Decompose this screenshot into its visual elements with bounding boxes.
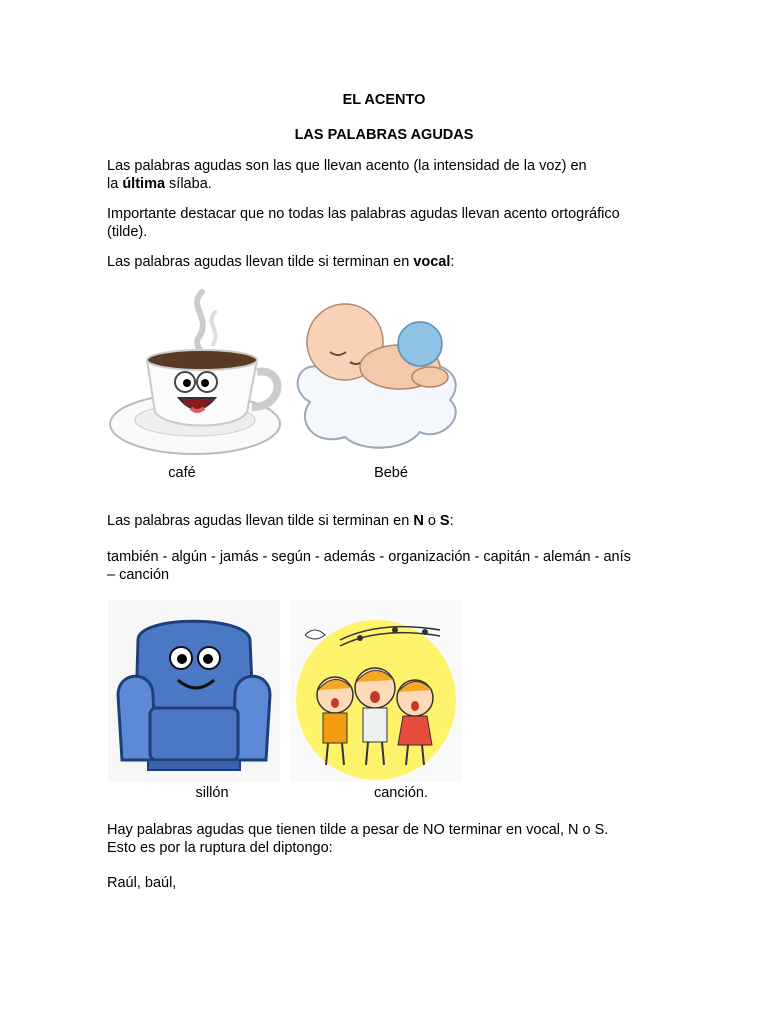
coffee-cup-image — [107, 282, 285, 462]
text: Las palabras agudas llevan tilde si terminan en — [107, 513, 414, 529]
paragraph-2-line-1: Importante destacar que no todas las palabras agudas llevan acento ortográfico — [107, 206, 620, 222]
paragraph-3 — [107, 253, 454, 271]
text: : — [450, 254, 455, 270]
armchair-image — [108, 600, 280, 782]
caption-sillon: sillón — [195, 785, 229, 801]
paragraph-6-line-1: Hay palabras agudas que tienen tilde a pesar de NO terminar en vocal, N o S. — [107, 822, 609, 838]
text: Las palabras agudas llevan tilde si terminan en — [107, 254, 414, 270]
paragraph-6-line-2: Esto es por la ruptura del diptongo: — [107, 840, 333, 856]
singing-kids-image — [290, 600, 462, 782]
paragraph-7: Raúl, baúl, — [107, 875, 177, 891]
caption-cancion: canción. — [373, 785, 428, 801]
paragraph-4 — [107, 512, 454, 530]
paragraph-2-line-2: (tilde). — [107, 224, 148, 240]
text: la — [107, 176, 123, 192]
text: : — [449, 513, 454, 529]
paragraph-5-line-1: también - algún - jamás - según - además - organización - capitán - alemán - anís — [107, 549, 631, 565]
baby-image — [290, 282, 468, 454]
paragraph-1-line-2 — [107, 175, 212, 193]
text: o — [423, 513, 440, 529]
paragraph-5-line-2: – canción — [107, 567, 170, 583]
page-title: EL ACENTO — [342, 92, 426, 108]
bold-word: S — [439, 513, 450, 529]
page-subtitle: LAS PALABRAS AGUDAS — [294, 127, 474, 143]
paragraph-1-line-1: Las palabras agudas son las que llevan acento (la intensidad de la voz) en — [107, 158, 587, 174]
bold-word: vocal — [413, 254, 451, 270]
caption-cafe: café — [168, 465, 196, 481]
bold-word: N — [413, 513, 424, 529]
bold-word: última — [122, 176, 166, 192]
text: sílaba. — [165, 176, 212, 192]
caption-bebe: Bebé — [374, 465, 408, 481]
